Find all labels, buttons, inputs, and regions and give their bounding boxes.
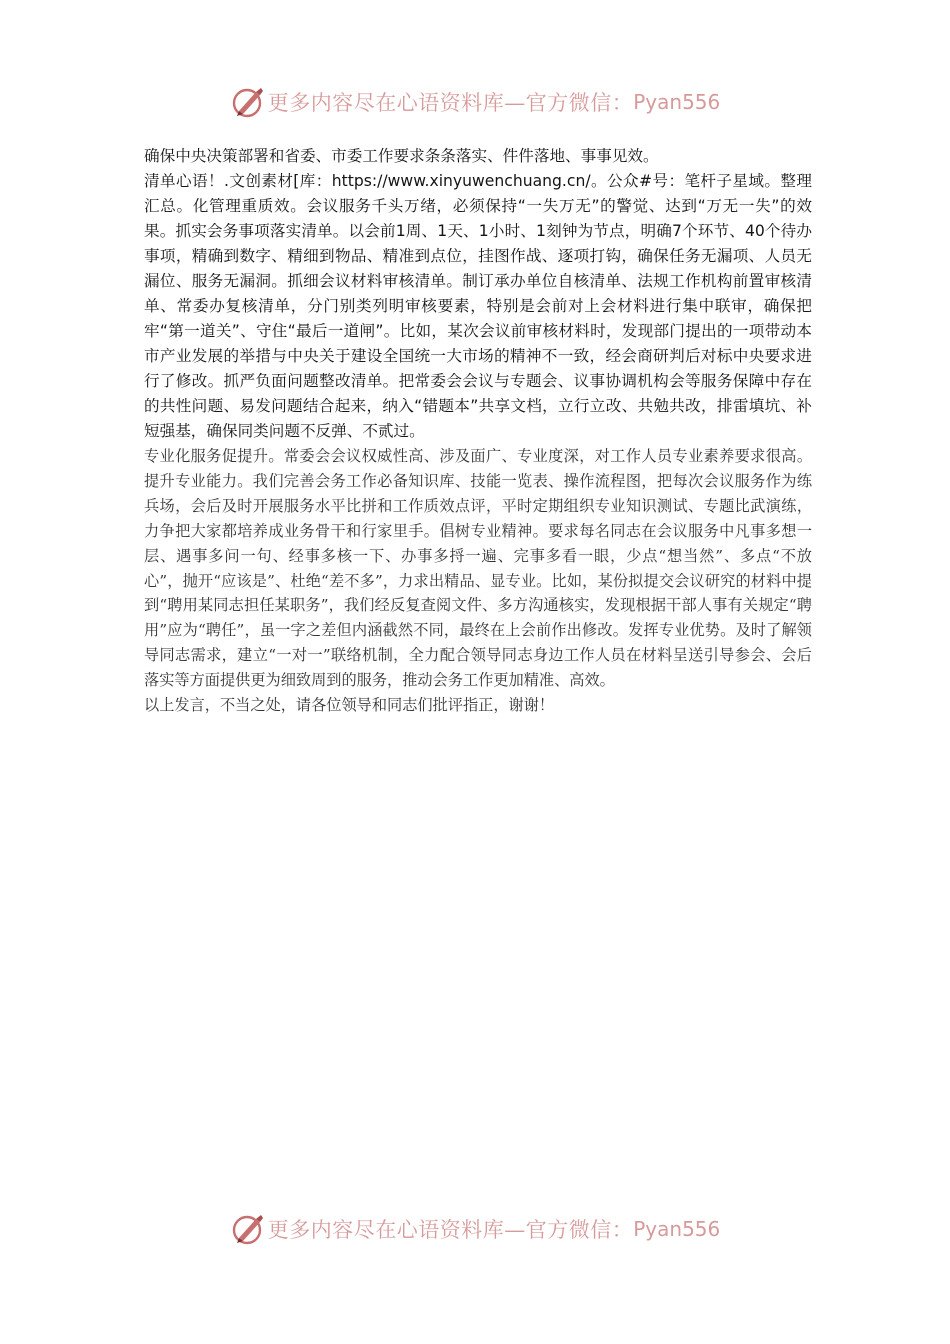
watermark-text: 更多内容尽在心语资料库—官方微信： xyxy=(267,91,634,115)
paragraph-2: 清单心语！.文创素材[库：https://www.xinyuwenchuang.cn/。公众#号：笔杆子星域。整理汇总。化管理重质效。会议服务千头万绪，必须保持“一失万无”的警觉、达到“万无一失”的效果。抓实会务事项落实清单。以会前1周、1天、1小时、1刻钟为节点，明确7个环节、40个待办事项，精确到数字、精细到物品、精准到点位，挂图作战、逐项打钩，确保任务无漏项、人员无漏位、服务无漏洞。抓细会议材料审核清单。制订承办单位自核清单、法规工作机构前置审核清单、常委办复核清单，分门别类列明审核要素，特别是会前对上会材料进行集中联审，确保把牢“第一道关”、守住“最后一道闸”。比如，某次会议前审核材料时，发现部门提出的一项带动本市产业发展的举措与中央关于建设全国统一大市场的精神不一致，经会商研判后对标中央要求进行了修改。抓严负面问题整改清单。把常委会会议与专题会、议事协调机构会等服务保障中存在的共性问题、易发问题结合起来，纳入“错题本”共享文档，立行立改、共勉共改，排雷填坑、补短强基，确保同类问题不反弹、不贰过。 xyxy=(144,172,812,440)
watermark-text: 更多内容尽在心语资料库—官方微信： xyxy=(267,1218,634,1242)
pen-logo-icon xyxy=(230,1211,266,1247)
header-watermark-banner xyxy=(0,80,950,124)
paragraph-1: 确保中央决策部署和省委、市委工作要求条条落实、件件落地、事事见效。 xyxy=(144,147,659,165)
watermark-handle: Pyan556 xyxy=(633,1217,721,1241)
document-body xyxy=(144,144,812,718)
pen-logo-icon xyxy=(230,84,266,120)
paragraph-3: 专业化服务促提升。常委会会议权威性高、涉及面广、专业度深，对工作人员专业素养要求很高。提升专业能力。我们完善会务工作必备知识库、技能一览表、操作流程图，把每次会议服务作为练兵场，会后及时开展服务水平比拼和工作质效点评，平时定期组织专业知识测试、专题比武演练，力争把大家都培养成业务骨干和行家里手。倡树专业精神。要求每名同志在会议服务中凡事多想一层、遇事多问一句、经事多核一下、办事多捋一遍、完事多看一眼，少点“想当然”、多点“不放心”，抛开“应该是”、杜绝“差不多”，力求出精品、显专业。比如，某份拟提交会议研究的材料中提到“聘用某同志担任某职务”，我们经反复查阅文件、多方沟通核实，发现根据干部人事有关规定“聘用”应为“聘任”，虽一字之差但内涵截然不同，最终在上会前作出修改。发挥专业优势。及时了解领导同志需求，建立“一对一”联络机制，全力配合领导同志身边工作人员在材料呈送引导参会、会后落实等方面提供更为细致周到的服务，推动会务工作更加精准、高效。 xyxy=(144,447,812,690)
watermark-handle: Pyan556 xyxy=(633,90,721,114)
footer-watermark-banner xyxy=(0,1207,950,1251)
paragraph-4-closing: 以上发言，不当之处，请各位领导和同志们批评指正，谢谢！ xyxy=(144,696,555,715)
